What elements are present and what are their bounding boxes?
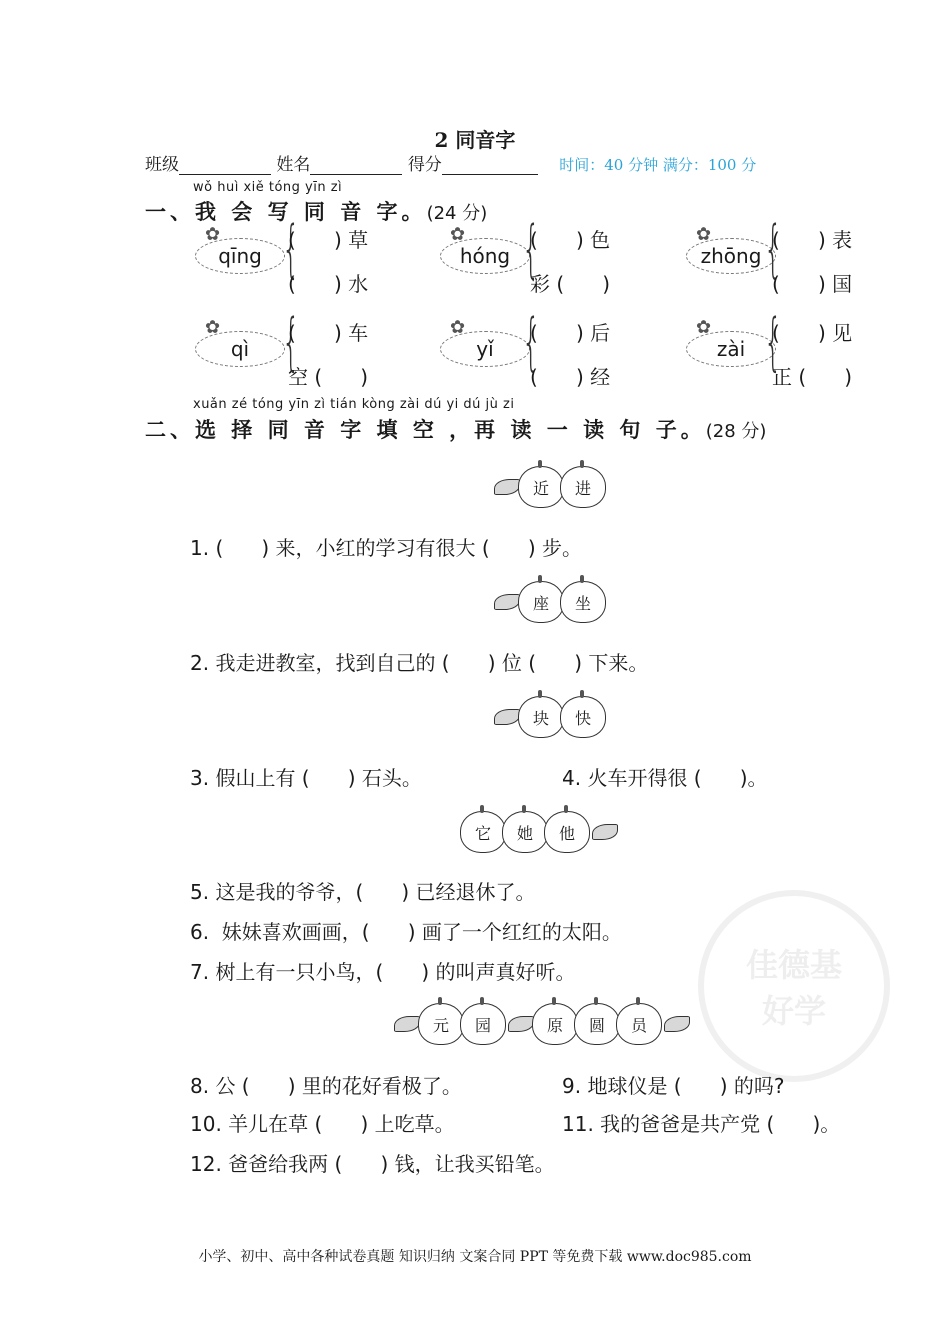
section1-pinyin: wǒ huì xiě tóng yīn zì [193,180,343,195]
question-9[interactable]: 9. 地球仪是 ( ) 的吗? [562,1074,785,1098]
score-label: 得分 [407,155,442,175]
leaf-icon [592,824,618,840]
pinyin-bubble: zài [686,331,776,367]
class-blank[interactable] [179,158,271,175]
pumpkin-char: 坐 [560,581,606,623]
question-4[interactable]: 4. 火车开得很 ( )。 [562,766,768,790]
question-5[interactable]: 5. 这是我的爷爷，( ) 已经退休了。 [190,880,536,904]
brace-icon: { [522,212,540,285]
brace-icon: { [282,305,300,378]
fill-line[interactable]: ( ) 经 [530,365,611,389]
fill-line[interactable]: ( ) 水 [288,272,369,296]
question-7[interactable]: 7. 树上有一只小鸟，( ) 的叫声真好听。 [190,960,576,984]
pinyin-bubble: qì [195,331,285,367]
question-11[interactable]: 11. 我的爸爸是共产党 ( )。 [562,1112,841,1136]
butterfly-icon: ✿ [205,224,221,245]
watermark-line1: 佳德基 [745,946,842,984]
pumpkin-char: 员 [616,1003,662,1045]
fill-line[interactable]: 彩 ( ) [530,272,611,296]
pumpkin-char: 进 [560,466,606,508]
fill-line[interactable]: ( ) 见 [772,321,853,345]
section2-heading [145,414,766,444]
question-6[interactable]: 6. 妹妹喜欢画画，( ) 画了一个红红的太阳。 [190,920,622,944]
pumpkin-group-5 [392,1003,692,1045]
section2-title: 二、选 择 同 音 字 填 空 ，再 读 一 读 句 子。 [145,418,706,442]
pumpkin-char: 元 [418,1003,464,1045]
pumpkin-char: 快 [560,696,606,738]
section1-title: 一、我 会 写 同 音 字。 [145,200,427,224]
question-3[interactable]: 3. 假山上有 ( ) 石头。 [190,766,422,790]
brace-icon: { [764,305,782,378]
name-label: 姓名 [276,155,311,175]
brace-icon: { [764,212,782,285]
butterfly-icon: ✿ [450,317,466,338]
question-12[interactable]: 12. 爸爸给我两 ( ) 钱，让我买铅笔。 [190,1152,555,1176]
leaf-icon [394,1016,420,1032]
pinyin-bubble: zhōng [686,238,776,274]
butterfly-icon: ✿ [696,317,712,338]
section1-heading [145,196,487,226]
leaf-icon [494,709,520,725]
butterfly-icon: ✿ [450,224,466,245]
fill-line[interactable]: ( ) 车 [288,321,369,345]
watermark-logo [698,890,890,1082]
class-label: 班级 [145,155,179,175]
pumpkin-char: 他 [544,811,590,853]
pumpkin-char: 它 [460,811,506,853]
butterfly-icon: ✿ [696,224,712,245]
pumpkin-char: 园 [460,1003,506,1045]
pumpkin-group-1 [492,466,606,508]
section2-pinyin: xuǎn zé tóng yīn zì tián kòng zài dú yi dú jù zi [193,397,515,412]
pumpkin-char: 她 [502,811,548,853]
fill-line[interactable]: 正 ( ) [772,365,853,389]
name-blank[interactable] [310,158,402,175]
watermark-line2: 好学 [761,992,826,1030]
butterfly-icon: ✿ [205,317,221,338]
question-10[interactable]: 10. 羊儿在草 ( ) 上吃草。 [190,1112,455,1136]
question-8[interactable]: 8. 公 ( ) 里的花好看极了。 [190,1074,462,1098]
pumpkin-group-4 [464,811,620,853]
leaf-icon [494,594,520,610]
pumpkin-char: 圆 [574,1003,620,1045]
leaf-icon [664,1016,690,1032]
pumpkin-group-3 [492,696,606,738]
fill-line[interactable]: ( ) 草 [288,228,369,252]
pinyin-bubble: qīng [195,238,285,274]
fill-line[interactable]: ( ) 国 [772,272,853,296]
brace-icon: { [282,212,300,285]
fill-line[interactable]: 空 ( ) [288,365,369,389]
section2-score: (28 分) [705,421,767,442]
student-info-row [145,150,756,175]
question-1[interactable]: 1. ( ) 来，小红的学习有很大 ( ) 步。 [190,536,583,560]
page-footer: 小学、初中、高中各种试卷真题 知识归纳 文案合同 PPT 等免费下载 www.doc985.com [198,1249,752,1265]
pinyin-bubble: yǐ [440,331,530,367]
brace-icon: { [522,305,540,378]
pinyin-bubble: hóng [440,238,530,274]
section1-score: (24 分) [426,203,488,224]
fill-line[interactable]: ( ) 色 [530,228,611,252]
pumpkin-char: 座 [518,581,564,623]
fill-line[interactable]: ( ) 表 [772,228,853,252]
pumpkin-char: 近 [518,466,564,508]
leaf-icon [508,1016,534,1032]
fill-line[interactable]: ( ) 后 [530,321,611,345]
page-title: 2 同音字 [434,128,516,152]
leaf-icon [494,479,520,495]
pumpkin-char: 块 [518,696,564,738]
score-blank[interactable] [442,158,538,175]
question-2[interactable]: 2. 我走进教室，找到自己的 ( ) 位 ( ) 下来。 [190,651,649,675]
pumpkin-group-2 [492,581,606,623]
pumpkin-char: 原 [532,1003,578,1045]
time-info: 时间：40 分钟 满分：100 分 [559,156,757,174]
